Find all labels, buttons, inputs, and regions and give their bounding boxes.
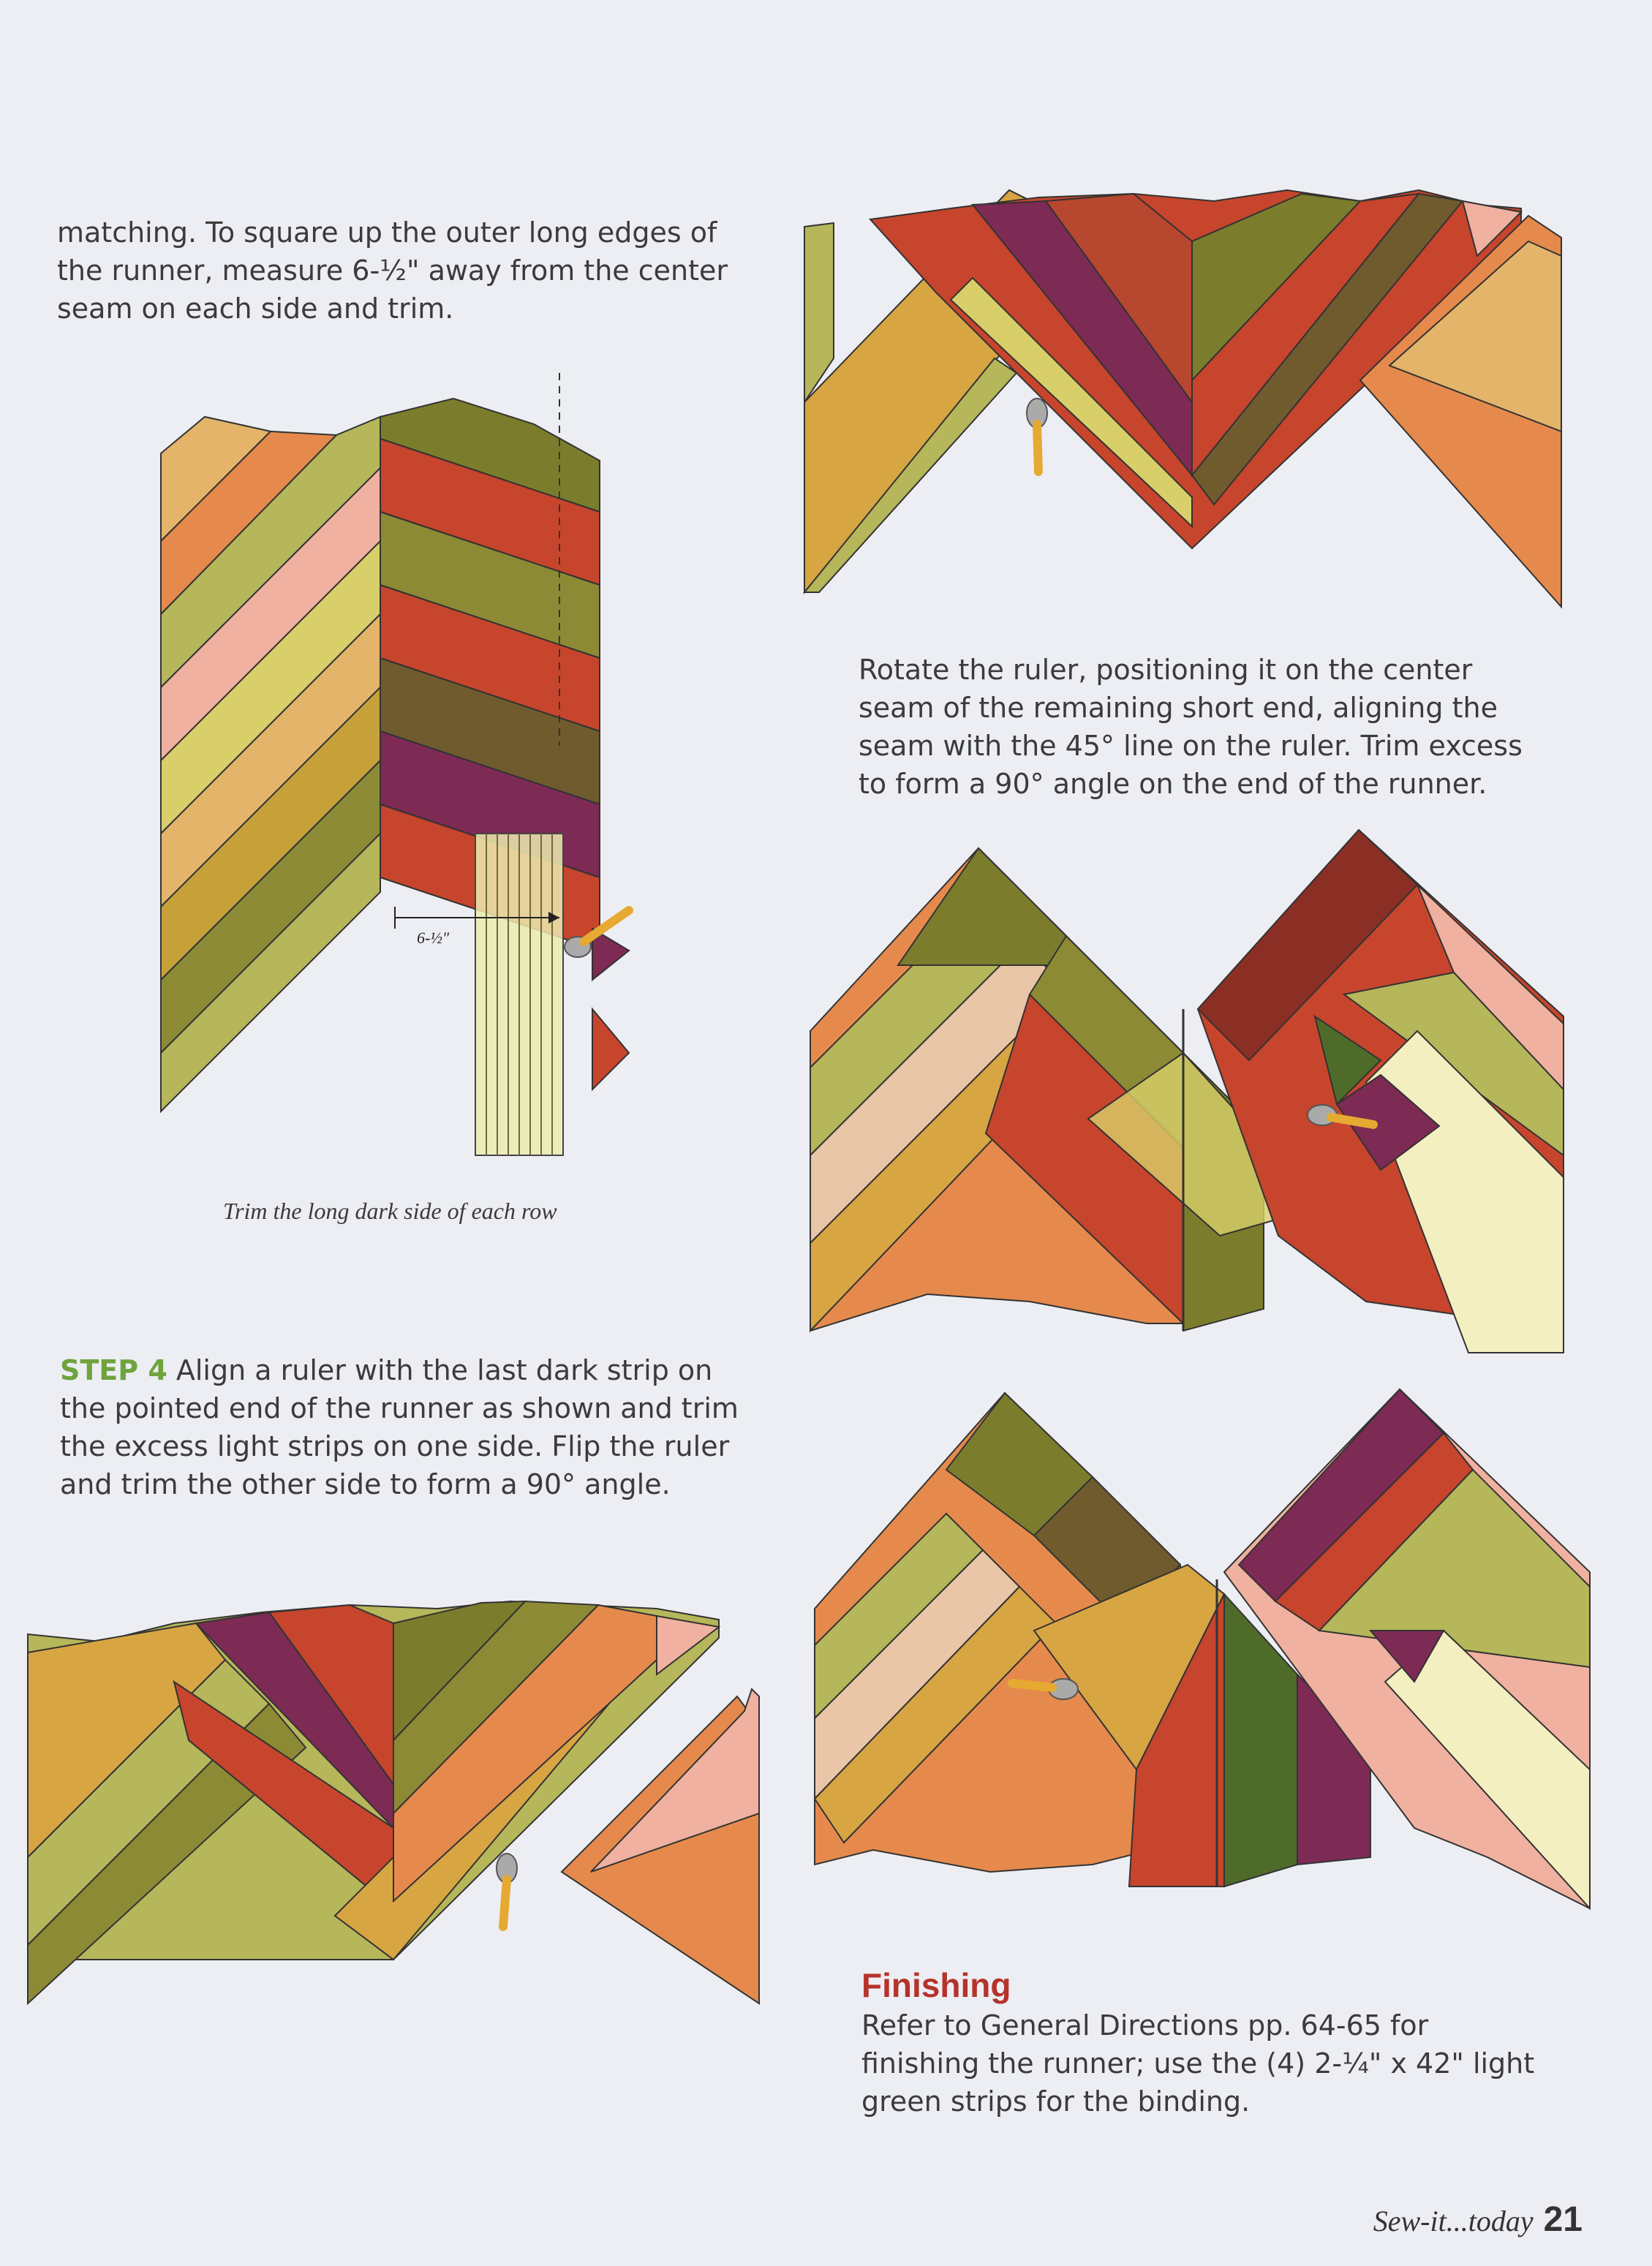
rotate-line: seam with the 45° line on the ruler. Trim excess	[859, 730, 1523, 762]
figure1-caption: Trim the long dark side of each row	[223, 1198, 557, 1224]
figure-finished-end	[815, 1389, 1590, 1916]
finishing-line: finishing the runner; use the (4) 2-¼" x 42" light	[861, 2047, 1535, 2080]
figure-rotate-ruler	[810, 826, 1571, 1360]
show-through-text	[132, 110, 143, 160]
finishing-paragraph	[861, 2006, 1534, 2120]
finishing-line: Refer to General Directions pp. 64-65 for	[861, 2009, 1429, 2042]
page-footer	[1373, 2199, 1583, 2240]
intro-line: matching. To square up the outer long edges of	[57, 216, 717, 249]
rotate-line: seam of the remaining short end, aligning the	[859, 692, 1498, 724]
magazine-name: Sew-it...today	[1373, 2205, 1534, 2237]
rotate-paragraph	[859, 651, 1523, 803]
step4-label: STEP 4	[60, 1354, 167, 1386]
figure-trim-pointed-end	[28, 1594, 774, 2033]
finishing-heading: Finishing	[861, 1966, 1011, 2004]
intro-line: seam on each side and trim.	[57, 292, 454, 325]
intro-paragraph	[57, 214, 728, 328]
intro-line: the runner, measure 6-½" away from the center	[57, 254, 728, 287]
step4-line: the pointed end of the runner as shown and trim	[60, 1392, 739, 1424]
figure-trim-one-side	[804, 183, 1572, 614]
step4-line: the excess light strips on one side. Flip the ruler	[60, 1430, 730, 1462]
step4-line: and trim the other side to form a 90° angle.	[60, 1468, 671, 1500]
step4-paragraph	[60, 1351, 739, 1503]
figure-trim-long-side	[146, 366, 658, 1170]
measure-label: 6-½"	[417, 929, 450, 947]
step4-line: Align a ruler with the last dark strip on	[167, 1354, 713, 1386]
rotate-line: Rotate the ruler, positioning it on the center	[859, 654, 1473, 686]
page-number: 21	[1543, 2200, 1583, 2239]
rotate-line: to form a 90° angle on the end of the runner.	[859, 768, 1487, 800]
finishing-line: green strips for the binding.	[861, 2085, 1251, 2118]
